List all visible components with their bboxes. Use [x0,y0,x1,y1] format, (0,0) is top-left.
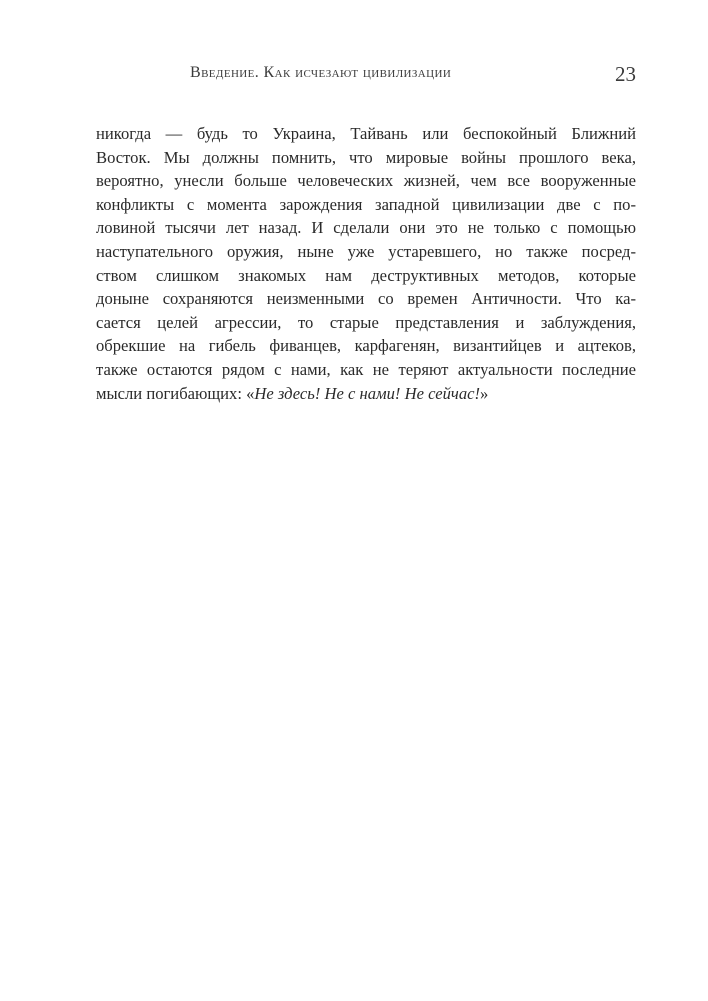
text-line: доныне сохраняются неизменными со времен Античности. Что ка- [96,289,636,309]
text-line: также остаются рядом с нами, как не теряют актуальности последние [96,359,636,379]
text-line: никогда — будь то Украина, Тайвань или беспокойный Ближний [96,124,636,143]
text-line: Восток. Мы должны помнить, что мировые войны прошлого века, [96,147,636,167]
text-line: конфликты с момента зарождения западной цивилизации две с по- [96,194,636,214]
text-line-last [96,382,636,406]
text-line: ловиной тысячи лет назад. И сделали они это не только с помощью [96,218,636,238]
text-line: сается целей агрессии, то старые представления и заблуждения, [96,312,636,332]
last-line-suffix: » [480,383,489,403]
text-line: ством слишком знакомых нам деструктивных методов, которые [96,265,636,285]
last-line-prefix: мысли погибающих: « [96,383,255,403]
text-line: наступательного оружия, ныне уже устаревшего, но также посред- [96,241,636,261]
page-number: 23 [615,62,636,86]
running-title: Введение. Как исчезают цивилизации [190,64,452,81]
text-line: вероятно, унесли больше человеческих жизней, чем все вооруженные [96,171,636,191]
text-line: обрекшие на гибель фиванцев, карфагенян, византийцев и ацтеков, [96,336,636,356]
body-paragraph [96,122,636,405]
italic-quote: Не здесь! Не с нами! Не сейчас! [254,383,481,403]
